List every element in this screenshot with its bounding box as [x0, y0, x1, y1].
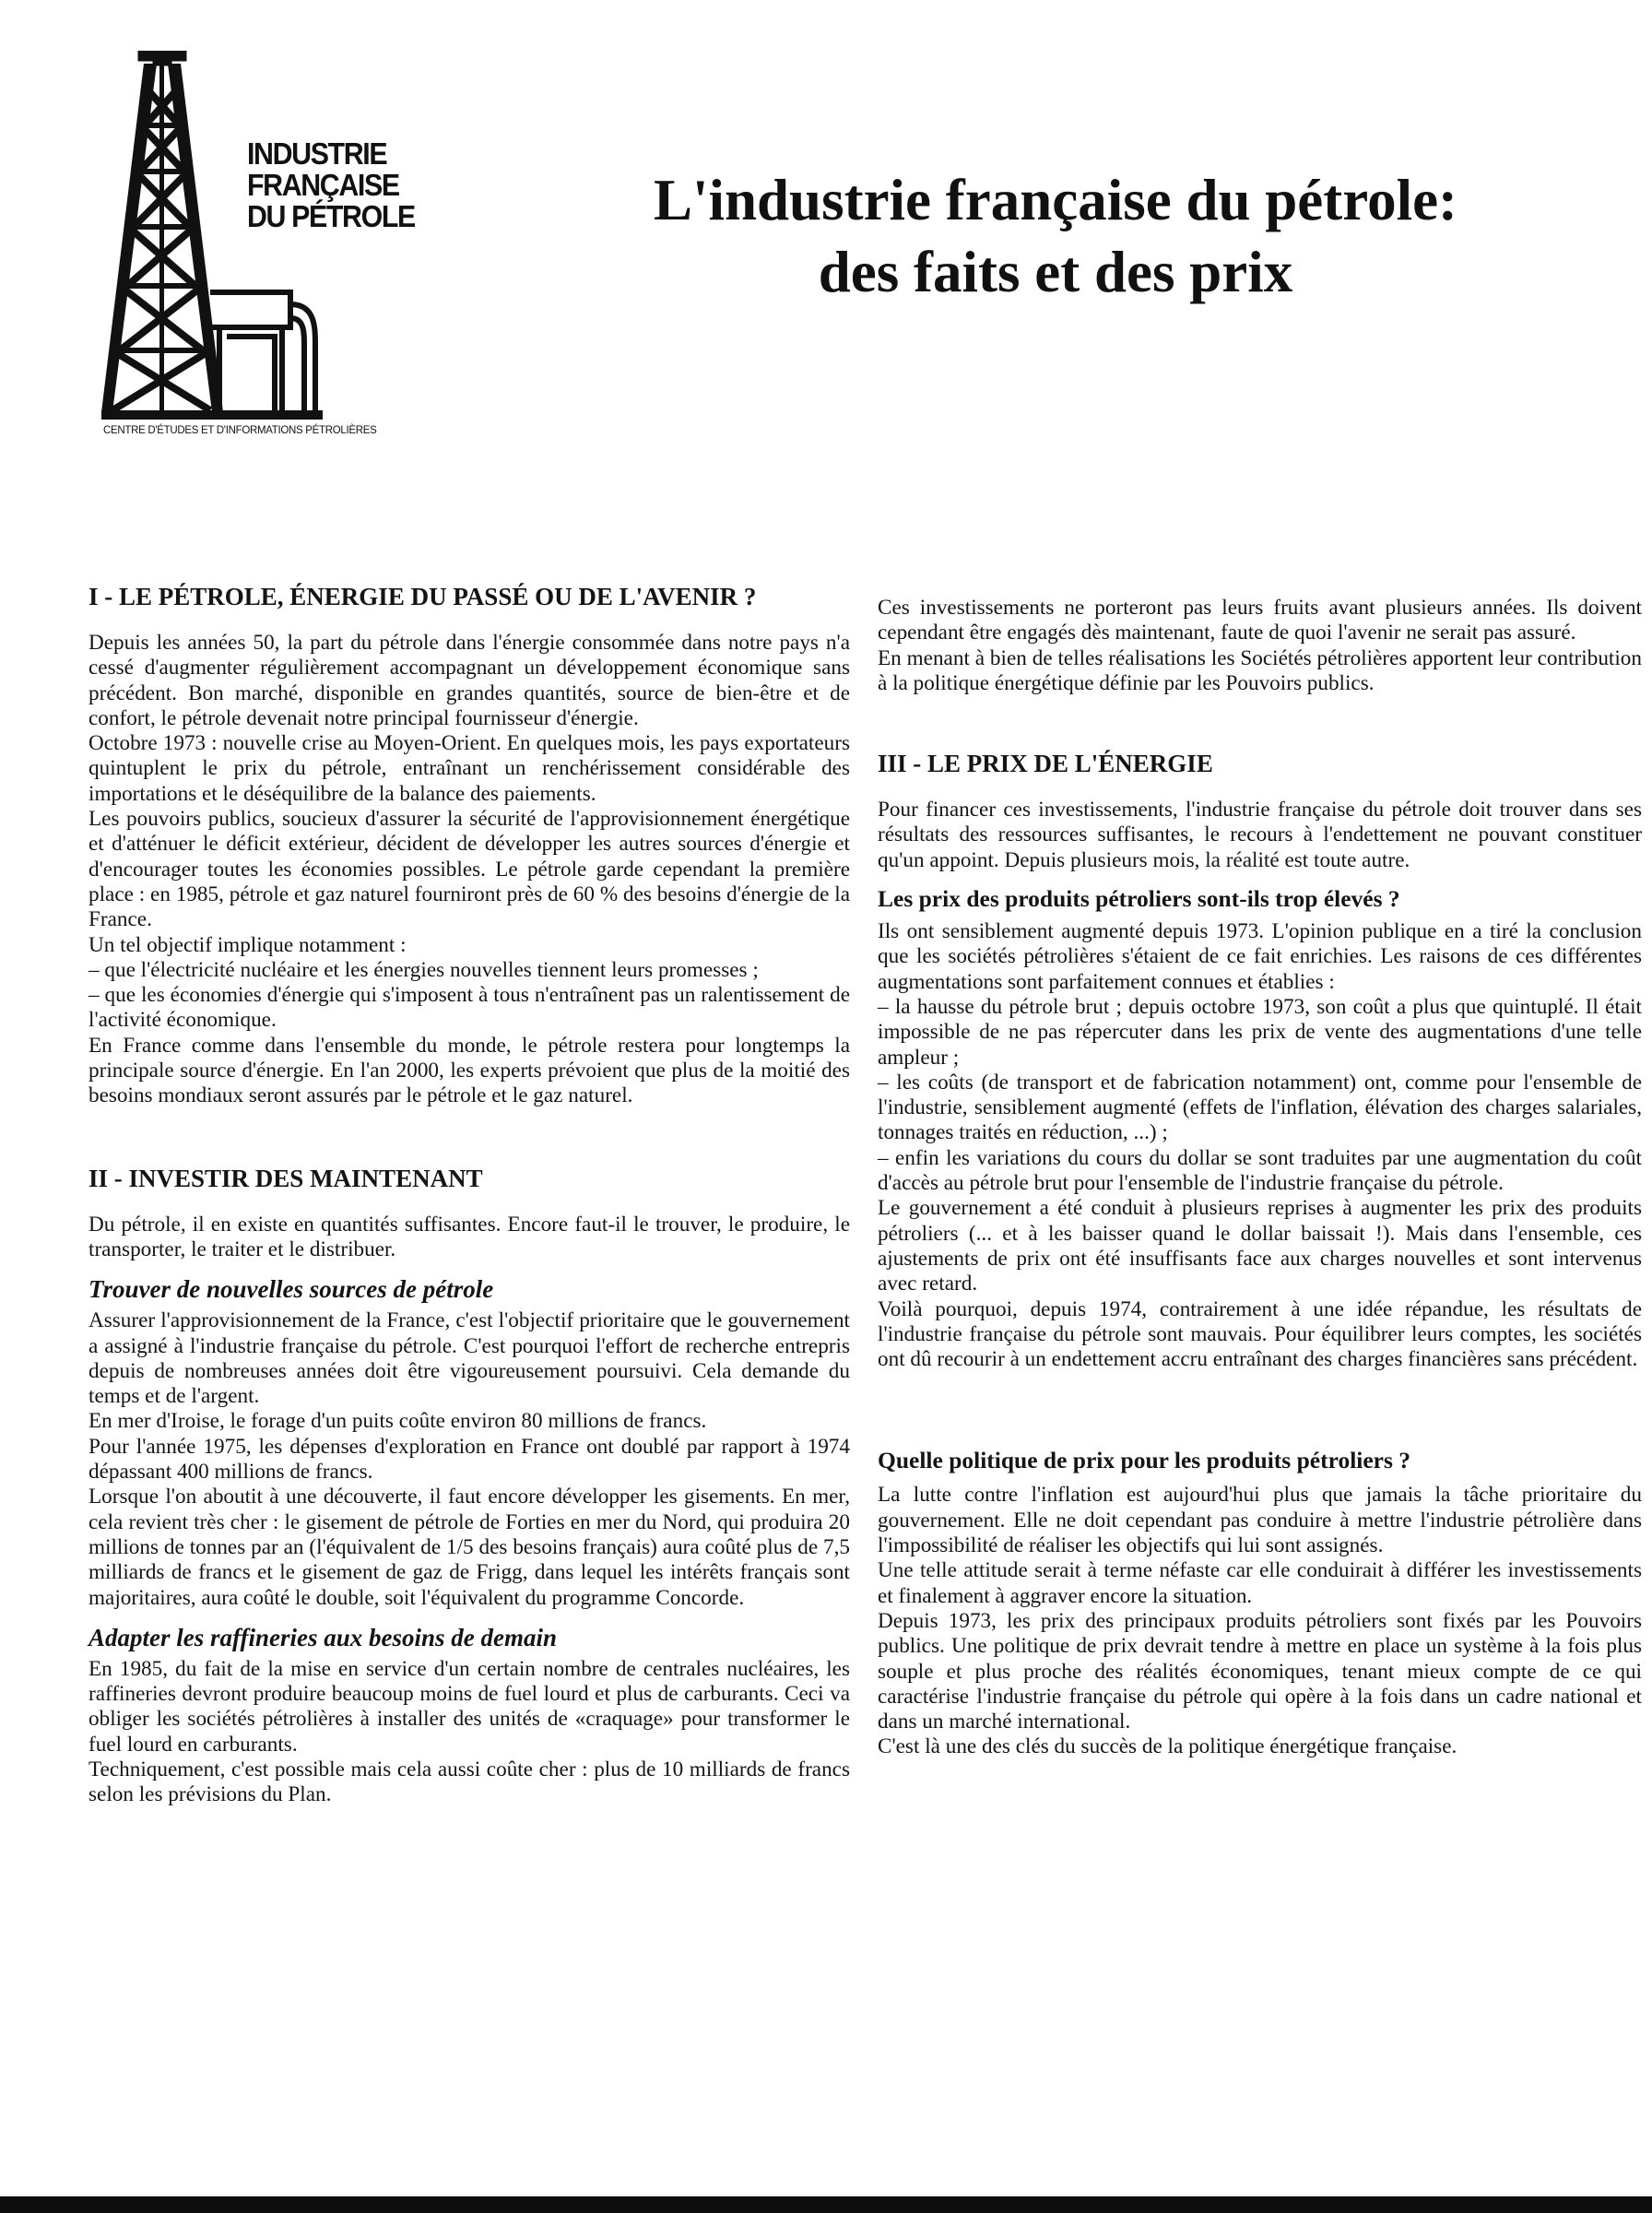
section-3-sub-2-paragraph: La lutte contre l'inflation est aujourd'hui plus que jamais la tâche prioritaire du gouvernement. Elle ne doit cependant pas conduire à mettre l'industrie pétrolière dans l'impossibilité de réaliser les objectifs qui lui sont assignés. — [878, 1483, 1642, 1558]
section-3-heading: III - LE PRIX DE L'ÉNERGIE — [878, 750, 1213, 778]
oil-derrick-logo-icon — [101, 51, 323, 420]
section-2-sub-2-paragraph: Techniquement, c'est possible mais cela aussi coûte cher : plus de 10 milliards de francs selon les prévisions du Plan. — [88, 1757, 850, 1807]
section-1-body — [88, 631, 850, 1109]
section-3-sub-1-paragraph: – la hausse du pétrole brut ; depuis octobre 1973, son coût a plus que quintuplé. Il était impossible de ne pas répercuter dans les prix de vente des augmentations d'une telle ampleur ; — [878, 994, 1642, 1070]
section-2-intro — [88, 1213, 850, 1263]
section-3-sub-1-paragraph: – enfin les variations du cours du dollar se sont traduites par une augmentation du coût d'accès au pétrole brut pour l'ensemble de l'industrie française du pétrole. — [878, 1145, 1642, 1196]
section-2-continued-paragraph: Ces investissements ne porteront pas leurs fruits avant plusieurs années. Ils doivent cependant être engagés dès maintenant, faute de quoi l'avenir ne serait pas assuré. — [878, 596, 1642, 645]
page-title-line-2: des faits et des prix — [818, 240, 1293, 304]
section-3-sub-1-paragraph: Le gouvernement a été conduit à plusieurs reprises à augmenter les prix des produits pétroliers (... et à les baisser quand le dollar baissait !). Mais dans l'ensemble, ces ajustements de prix ont été insuffisants face aux charges nouvelles et sont intervenus avec retard. — [878, 1196, 1642, 1296]
section-2-sub-2-paragraph: En 1985, du fait de la mise en service d'un certain nombre de centrales nucléaires, les raffineries devront produire beaucoup moins de fuel lourd et plus de carburants. Ceci va obliger les sociétés pétrolières à installer des unités de «craquage» pour transformer le fuel lourd en carburants. — [88, 1656, 850, 1757]
section-2-heading: II - INVESTIR DES MAINTENANT — [88, 1164, 483, 1192]
section-2-sub-1-paragraph: En mer d'Iroise, le forage d'un puits coûte environ 80 millions de francs. — [88, 1409, 707, 1434]
logo-subtitle: CENTRE D'ÉTUDES ET D'INFORMATIONS PÉTROLIÈRES — [103, 425, 377, 436]
section-3-subheading-2: Quelle politique de prix pour les produits pétroliers ? — [878, 1447, 1411, 1474]
section-1-paragraph: Depuis les années 50, la part du pétrole dans l'énergie consommée dans notre pays n'a cessé d'augmenter régulièrement accompagnant un développement économique sans précédent. Bon marché, disponible en grandes quantités, source de bien-être et de confort, le pétrole devenait notre principal fournisseur d'énergie. — [88, 631, 850, 730]
section-2-sub-1-body — [88, 1308, 850, 1611]
section-2-sub-1-paragraph: Assurer l'approvisionnement de la France, c'est l'objectif prioritaire que le gouvernement a assigné à l'industrie française du pétrole. C'est pourquoi l'effort de recherche entrepris depuis de nombreuses années doit être vigoureusement poursuivi. Cela demande du temps et de l'argent. — [88, 1308, 850, 1409]
bottom-border — [0, 2196, 1652, 2213]
section-3-sub-1-paragraph: Voilà pourquoi, depuis 1974, contrairement à une idée répandue, les résultats de l'industrie française du pétrole sont mauvais. Pour équilibrer leurs comptes, les sociétés ont dû recourir à un endettement accru entraînant des charges financières sans précédent. — [878, 1296, 1642, 1372]
section-1-paragraph: Octobre 1973 : nouvelle crise au Moyen-Orient. En quelques mois, les pays exportateurs quintuplent le prix du pétrole, entraînant un renchérissement considérable des importations et le déséquilibre de la balance des paiements. — [88, 731, 850, 806]
section-3-sub-2-body — [878, 1483, 1642, 1759]
section-1-paragraph: – que l'électricité nucléaire et les énergies nouvelles tiennent leurs promesses ; — [88, 957, 759, 982]
right-column — [878, 596, 1642, 1760]
section-2-sub-2-body — [88, 1657, 850, 1808]
section-2-subheading-1: Trouver de nouvelles sources de pétrole — [88, 1275, 494, 1304]
section-1-paragraph: En France comme dans l'ensemble du monde, le pétrole restera pour longtemps la principale source d'énergie. En l'an 2000, les experts prévoient que plus de la moitié des besoins mondiaux seront assurés par le pétrole et le gaz naturel. — [88, 1033, 850, 1108]
section-2-sub-1-paragraph: Pour l'année 1975, les dépenses d'exploration en France ont doublé par rapport à 1974 dépassant 400 millions de francs. — [88, 1434, 850, 1485]
section-1-paragraph: Les pouvoirs publics, soucieux d'assurer la sécurité de l'approvisionnement énergétique et d'atténuer le déficit extérieur, décident de développer les autres sources d'énergie et d'encourager toutes les économies possibles. Le pétrole garde cependant la première place : en 1985, pétrole et gaz naturel fourniront près de 60 % des besoins d'énergie de la France. — [88, 807, 850, 932]
section-3-intro-text: Pour financer ces investissements, l'industrie française du pétrole doit trouver dans ses résultats des ressources suffisantes, le recours à l'endettement ne pouvant constituer qu'un appoint. Depuis plusieurs mois, la réalité est toute autre. — [878, 798, 1642, 872]
section-3-sub-1-paragraph: Ils ont sensiblement augmenté depuis 1973. L'opinion publique en a tiré la conclusion que les sociétés pétrolières s'étaient de ce fait enrichies. Les raisons de ces différentes augmentations sont parfaitement connues et établies : — [878, 919, 1642, 994]
section-3-subheading-1: Les prix des produits pétroliers sont-ils trop élevés ? — [878, 885, 1400, 913]
section-2-continued — [878, 596, 1642, 696]
section-3-sub-2-paragraph: Une telle attitude serait à terme néfaste car elle conduirait à différer les investissements et finalement à aggraver encore la situation. — [878, 1558, 1642, 1608]
logo-wordmark-line-1: INDUSTRIE — [247, 136, 387, 171]
section-2-continued-paragraph: En menant à bien de telles réalisations les Sociétés pétrolières apportent leur contribution à la politique énergétique définie par les Pouvoirs publics. — [878, 645, 1642, 695]
section-2-sub-1-paragraph: Lorsque l'on aboutit à une découverte, il faut encore développer les gisements. En mer, cela revient très cher : le gisement de pétrole de Forties en mer du Nord, qui produira 20 millions de tonnes par an (l'équivalent de 1/5 des besoins français) aura coûté plus de 7,5 milliards de francs et le gisement de gaz de Frigg, dans lequel les intérêts français sont majoritaires, aura coûté le double, soit l'équivalent du programme Concorde. — [88, 1485, 850, 1610]
section-3-intro — [878, 798, 1642, 873]
logo-wordmark-line-3: DU PÉTROLE — [247, 199, 415, 233]
page-title-line-1: L'industrie française du pétrole: — [653, 168, 1458, 232]
section-1-paragraph: – que les économies d'énergie qui s'imposent à tous n'entraînent pas un ralentissement de l'activité économique. — [88, 983, 850, 1033]
section-3-sub-2-paragraph: Depuis 1973, les prix des principaux produits pétroliers sont fixés par les Pouvoirs publics. Une politique de prix devrait tendre à mettre en place un système à la fois plus souple et plus proche des réalités économiques, tenant mieux compte de ce qui caractérise l'industrie française du pétrole qui opère à la fois dans un cadre national et dans un marché international. — [878, 1608, 1642, 1734]
section-1-paragraph: Un tel objectif implique notamment : — [88, 932, 407, 957]
section-3-sub-1-body — [878, 919, 1642, 1372]
logo-wordmark — [247, 138, 478, 232]
section-3-sub-1-paragraph: – les coûts (de transport et de fabrication notamment) ont, comme pour l'ensemble de l'industrie, sensiblement augmenté (effets de l'inflation, élévation des charges salariales, tonnages traités en réduction, ...) ; — [878, 1070, 1642, 1145]
section-2-subheading-2: Adapter les raffineries aux besoins de demain — [88, 1623, 558, 1651]
logo-wordmark-line-2: FRANÇAISE — [247, 168, 399, 202]
page-title — [553, 164, 1558, 308]
section-2-intro-text: Du pétrole, il en existe en quantités suffisantes. Encore faut-il le trouver, le produire, le transporter, le traiter et le distribuer. — [88, 1212, 850, 1261]
section-3-sub-2-paragraph: C'est là une des clés du succès de la politique énergétique française. — [878, 1734, 1457, 1759]
left-column — [88, 581, 850, 1808]
section-1-heading: I - LE PÉTROLE, ÉNERGIE DU PASSÉ OU DE L'AVENIR ? — [88, 583, 757, 610]
